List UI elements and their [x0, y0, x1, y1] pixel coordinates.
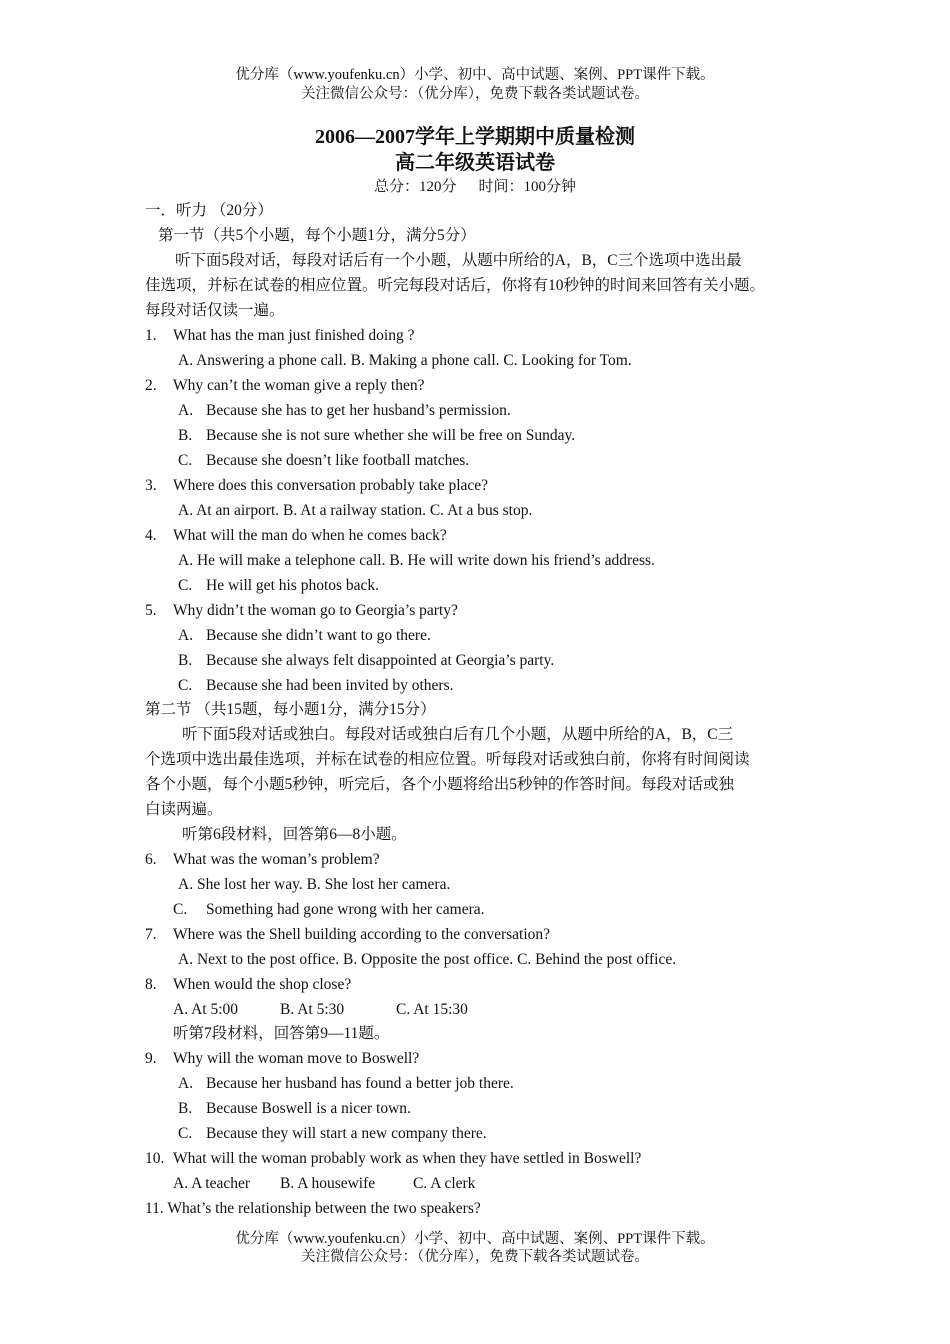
option-text: Because she always felt disappointed at Georgia’s party.: [206, 652, 555, 669]
question-text: 11. What’s the relationship between the two speakers?: [145, 1200, 481, 1217]
option-text: Because she has to get her husband’s permission.: [206, 402, 511, 419]
option-text: Because Boswell is a nicer town.: [206, 1100, 411, 1117]
option-letter: B.: [178, 427, 193, 444]
question-number: 9.: [145, 1050, 157, 1067]
option-text: Because she doesn’t like football matches.: [206, 452, 470, 469]
exam-time: 时间：100分钟: [478, 179, 577, 195]
option-letter: B.: [178, 652, 193, 669]
option-text: He will get his photos back.: [206, 577, 380, 594]
option-c: C. A clerk: [413, 1175, 476, 1192]
material-7-note: 听第7段材料，回答第9—11题。: [173, 1025, 390, 1042]
option-b: B. At 5:30: [280, 1001, 345, 1018]
section1-instr-1: 听下面5段对话，每段对话后有一个小题，从题中所给的A，B，C三个选项中选出最: [175, 252, 742, 269]
section2-instr-1: 听下面5段对话或独白。每段对话或独白后有几个小题，从题中所给的A，B，C三: [182, 726, 734, 743]
question-options: A. Answering a phone call. B. Making a phone call. C. Looking for Tom.: [178, 352, 632, 369]
question-text: What was the woman’s problem?: [173, 851, 380, 868]
exam-meta: [0, 178, 950, 196]
option-letter: A.: [178, 627, 194, 644]
option-a: A. At 5:00: [173, 1001, 239, 1018]
option-a: A. A teacher: [173, 1175, 251, 1192]
section2-instr-3: 各个小题，每个小题5秒钟，听完后，各个小题将给出5秒钟的作答时间。每段对话或独: [145, 776, 735, 793]
question-text: What has the man just finished doing ?: [173, 327, 415, 344]
question-text: When would the shop close?: [173, 976, 352, 993]
question-number: 4.: [145, 527, 157, 544]
option-letter: C.: [178, 677, 193, 694]
section2-instr-2: 个选项中选出最佳选项，并标在试卷的相应位置。听每段对话或独白前，你将有时间阅读: [145, 751, 750, 768]
question-options: A. At an airport. B. At a railway station. C. At a bus stop.: [178, 502, 533, 519]
option-text: Because she didn’t want to go there.: [206, 627, 431, 644]
question-options: A. Next to the post office. B. Opposite the post office. C. Behind the post office.: [178, 951, 677, 968]
option-letter: C.: [178, 577, 193, 594]
exam-title: 2006—2007学年上学期期中质量检测: [315, 126, 635, 148]
question-text: Why didn’t the woman go to Georgia’s party?: [173, 602, 458, 619]
question-number: 7.: [145, 926, 157, 943]
question-number: 5.: [145, 602, 157, 619]
section1-instr-3: 每段对话仅读一遍。: [145, 302, 285, 319]
question-options: A. He will make a telephone call. B. He will write down his friend’s address.: [178, 552, 655, 569]
question-number: 6.: [145, 851, 157, 868]
option-text: Something had gone wrong with her camera.: [206, 901, 485, 918]
option-letter: A.: [178, 402, 194, 419]
question-text: What will the woman probably work as when they have settled in Boswell?: [173, 1150, 642, 1167]
question-number: 3.: [145, 477, 157, 494]
question-text: Why can’t the woman give a reply then?: [173, 377, 425, 394]
section2-heading: 第二节 （共15题，每小题1分，满分15分）: [145, 701, 436, 718]
option-b: B. A housewife: [280, 1175, 376, 1192]
option-c: C. At 15:30: [396, 1001, 468, 1018]
section2-instr-4: 白读两遍。: [145, 801, 223, 818]
footer-line-1: 优分库（www.youfenku.cn）小学、初中、高中试题、案例、PPT课件下载。: [235, 1231, 715, 1247]
footer-line-2: 关注微信公众号：（优分库），免费下载各类试题试卷。: [301, 1249, 649, 1265]
header-line-1: 优分库（www.youfenku.cn）小学、初中、高中试题、案例、PPT课件下载。: [235, 67, 715, 83]
question-text: Why will the woman move to Boswell?: [173, 1050, 420, 1067]
part1-heading: 一．听力 （20分）: [145, 202, 273, 219]
question-number: 2.: [145, 377, 157, 394]
question-text: Where does this conversation probably take place?: [173, 477, 489, 494]
option-letter: A.: [178, 1075, 194, 1092]
section1-heading: 第一节（共5个小题，每个小题1分，满分5分）: [158, 227, 476, 244]
option-letter: C.: [178, 452, 193, 469]
material-6-note: 听第6段材料，回答第6—8小题。: [182, 826, 407, 843]
question-number: 8.: [145, 976, 157, 993]
question-text: Where was the Shell building according to the conversation?: [173, 926, 551, 943]
option-text: Because she is not sure whether she will be free on Sunday.: [206, 427, 576, 444]
option-text: Because her husband has found a better job there.: [206, 1075, 514, 1092]
question-options: A. She lost her way. B. She lost her camera.: [178, 876, 451, 893]
option-letter: B.: [178, 1100, 193, 1117]
question-text: What will the man do when he comes back?: [173, 527, 447, 544]
exam-subtitle: 高二年级英语试卷: [395, 152, 555, 174]
section1-instr-2: 佳选项，并标在试卷的相应位置。听完每段对话后，你将有10秒钟的时间来回答有关小题。: [145, 277, 766, 294]
option-text: Because she had been invited by others.: [206, 677, 454, 694]
header-line-2: 关注微信公众号：（优分库），免费下载各类试题试卷。: [301, 86, 649, 102]
total-score: 总分：120分: [373, 179, 457, 195]
question-number: 1.: [145, 327, 157, 344]
option-text: Because they will start a new company there.: [206, 1125, 487, 1142]
option-letter: C.: [173, 901, 188, 918]
question-number: 10.: [145, 1150, 165, 1167]
option-letter: C.: [178, 1125, 193, 1142]
